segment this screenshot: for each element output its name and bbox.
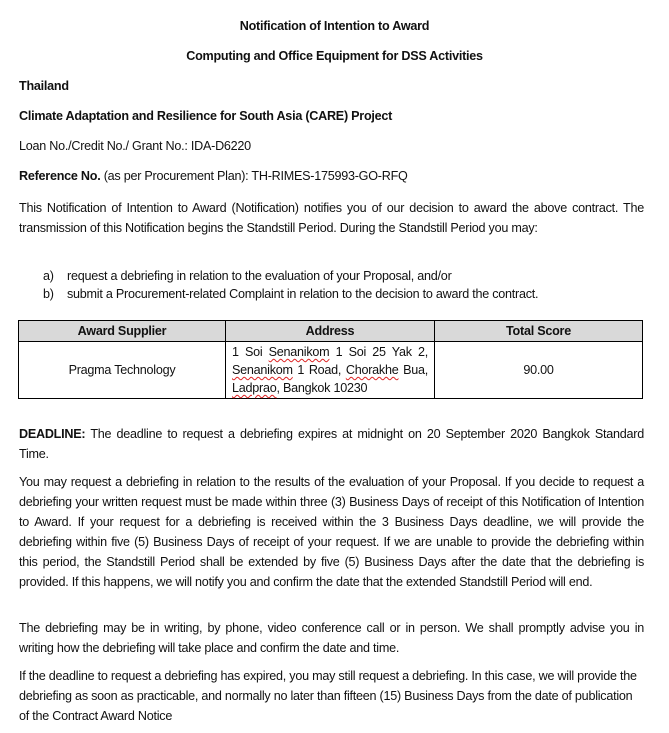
table-header-row: [19, 321, 643, 342]
column-header-address: Address: [226, 321, 435, 342]
deadline-paragraph: [19, 424, 644, 464]
country: Thailand: [19, 79, 69, 93]
deadline-text: The deadline to request a debriefing expires at midnight on 20 September 2020 Bangkok Standard Time.: [19, 427, 644, 461]
address-text-spellcheck: Chorakhe: [345, 363, 399, 377]
document-subtitle: Computing and Office Equipment for DSS Activities: [186, 49, 483, 63]
address-text: Bua,: [398, 363, 429, 377]
deadline-label: DEADLINE:: [19, 427, 86, 441]
list-item-text: request a debriefing in relation to the evaluation of your Proposal, and/or: [67, 269, 452, 283]
address-text: 1 Soi: [232, 345, 269, 359]
reference-label: Reference No.: [19, 169, 101, 183]
column-header-supplier: Award Supplier: [19, 321, 226, 342]
address-text-spellcheck: Ladprao: [232, 381, 277, 395]
list-marker: a): [43, 269, 54, 283]
address-text-spellcheck: Senanikom: [232, 363, 293, 377]
debriefing-format-paragraph: The debriefing may be in writing, by phone, video conference call or in person. We shall promptly advise you in writing how the debriefing will take place and confirm the date and time.: [19, 621, 644, 655]
list-item: [43, 267, 538, 285]
address-text: 1 Soi 25 Yak 2,: [329, 345, 428, 359]
award-table: [18, 320, 643, 399]
score-cell: 90.00: [435, 342, 643, 399]
document-title: Notification of Intention to Award: [239, 19, 430, 33]
expired-deadline-paragraph: If the deadline to request a debriefing has expired, you may still request a debriefing. In this case, we will provide the debriefing as soon as practicable, and normally no later than fifteen (15) Business Days from the date of publication of the Contract Award Notice: [19, 669, 637, 723]
list-item: [43, 285, 538, 303]
debriefing-paragraph: You may request a debriefing in relation to the results of the evaluation of your Proposal. If you decide to request a debriefing your written request must be made within three (3) Business Days of receipt of this Notification of Intention to Award. If your request for a debriefing is received within the 3 Business Days deadline, we will provide the debriefing within five (5) Business Days of receipt of your request. If we are unable to provide the debriefing within this period, the Standstill Period shall be extended by five (5) Business Days after the date that the debriefing is provided. If this happens, we will notify you and confirm the date that the extended Standstill Period will end.: [19, 475, 644, 589]
address-text: 1 Road,: [292, 363, 346, 377]
reference-number: [19, 169, 408, 183]
column-header-score: Total Score: [435, 321, 643, 342]
address-text-spellcheck: Senanikom: [268, 345, 330, 359]
table-row: [19, 342, 643, 399]
intro-paragraph: This Notification of Intention to Award (Notification) notifies you of our decision to award the above contract. The transmission of this Notification begins the Standstill Period. During the Standstill Period you may:: [19, 201, 644, 235]
list-item-text: submit a Procurement-related Complaint in relation to the decision to award the contract.: [67, 287, 539, 301]
reference-value: (as per Procurement Plan): TH-RIMES-175993-GO-RFQ: [100, 169, 408, 183]
address-text: , Bangkok 10230: [276, 381, 368, 395]
address-cell: [226, 342, 435, 399]
options-list: [43, 267, 538, 303]
list-marker: b): [43, 287, 54, 301]
project-name: Climate Adaptation and Resilience for South Asia (CARE) Project: [19, 109, 393, 123]
loan-number: Loan No./Credit No./ Grant No.: IDA-D6220: [19, 139, 251, 153]
supplier-cell: Pragma Technology: [19, 342, 226, 399]
